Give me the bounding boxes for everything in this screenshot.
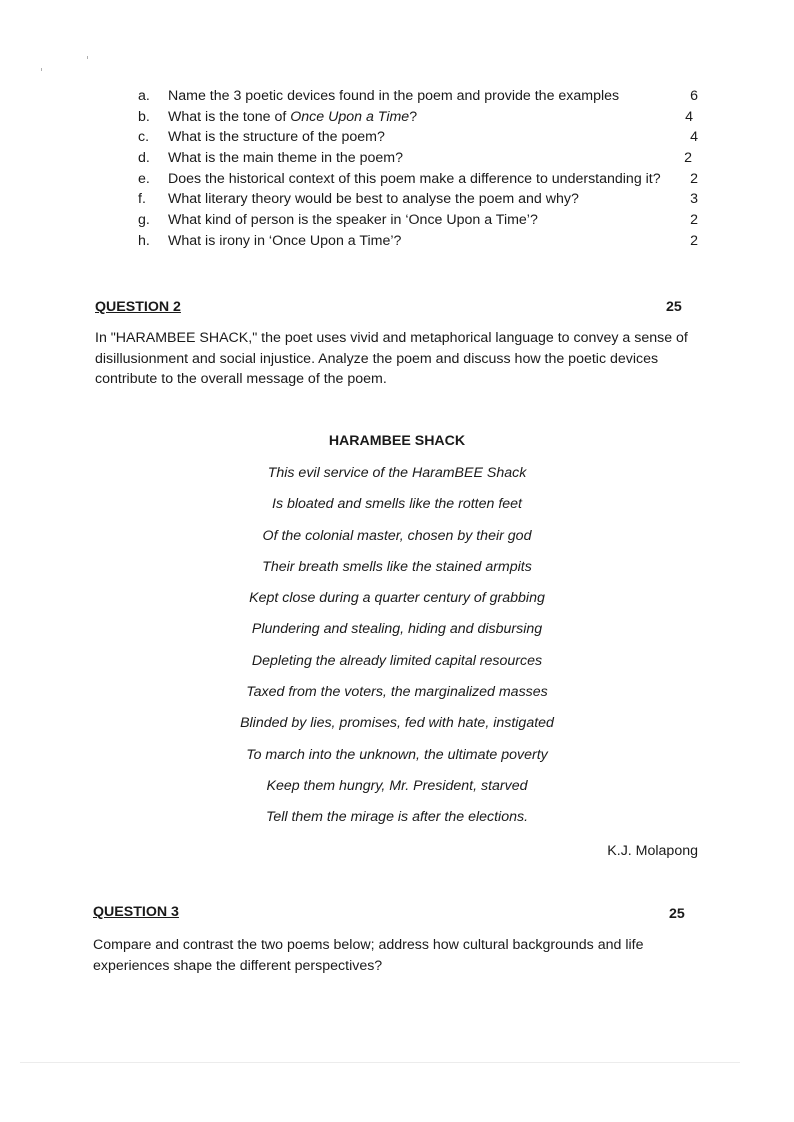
item-letter: f.	[138, 191, 146, 208]
item-text: What is irony in ‘Once Upon a Time’?	[168, 232, 402, 249]
poem-author: K.J. Molapong	[607, 843, 698, 859]
question2-prompt: In "HARAMBEE SHACK," the poet uses vivid and metaphorical language to convey a sense of disillusionment and social injustice. Analyze the poem and discuss how the poetic devices contribute to the overall message of the poem.	[95, 330, 688, 387]
item-marks: 3	[690, 191, 698, 208]
poem-line: This evil service of the HaramBEE Shack	[267, 465, 527, 481]
poem-line: Plundering and stealing, hiding and disbursing	[251, 621, 543, 638]
item-text: Name the 3 poetic devices found in the poem and provide the examples	[168, 88, 620, 104]
poem-line: Kept close during a quarter century of grabbing	[249, 590, 545, 607]
item-letter: d.	[138, 150, 150, 167]
item-letter: c.	[138, 129, 150, 146]
item-text: What literary theory would be best to analyse the poem and why?	[168, 191, 579, 208]
item-marks: 2	[690, 232, 698, 249]
item-text-start: What is the tone of	[168, 108, 291, 125]
scan-speck	[41, 68, 42, 71]
item-text: Does the historical context of this poem make a difference to understanding it?	[168, 170, 661, 187]
poem-line: Blinded by lies, promises, fed with hate, instigated	[240, 715, 554, 732]
poem-title-reference: Once Upon a Time	[290, 108, 410, 125]
poem-line: Taxed from the voters, the marginalized masses	[246, 684, 548, 701]
poem-title: HARAMBEE SHACK	[328, 433, 466, 449]
item-text: What is the main theme in the poem?	[168, 150, 404, 167]
poem-line: Is bloated and smells like the rotten feet	[272, 496, 522, 513]
poem-line: Keep them hungry, Mr. President, starved	[266, 777, 528, 794]
poem-line: Their breath smells like the stained armpits	[262, 558, 532, 575]
list-item	[138, 88, 698, 109]
item-text	[168, 109, 685, 125]
question3-label: QUESTION 3	[93, 904, 179, 920]
item-text: What kind of person is the speaker in ‘Once Upon a Time’?	[168, 212, 538, 229]
item-letter: b.	[138, 108, 150, 125]
item-text-end: ?	[409, 108, 418, 125]
question3-prompt: Compare and contrast the two poems below; address how cultural backgrounds and life experiences shape the different perspectives?	[93, 937, 644, 974]
item-marks: 2	[690, 170, 698, 187]
poem-line: To march into the unknown, the ultimate poverty	[246, 746, 548, 763]
item-marks: 6	[690, 88, 698, 104]
item-marks: 2	[684, 150, 692, 167]
question1-list	[138, 88, 698, 254]
question2-label: QUESTION 2	[95, 299, 181, 315]
item-letter: a.	[138, 88, 150, 104]
page-divider	[20, 1062, 740, 1063]
list-item	[138, 191, 698, 212]
question2-marks: 25	[666, 299, 682, 315]
item-text: What is the structure of the poem?	[168, 129, 385, 146]
question3-marks: 25	[669, 906, 685, 922]
list-item	[138, 109, 698, 130]
question2-heading	[95, 299, 181, 315]
scan-speck	[87, 56, 88, 59]
list-item	[138, 150, 698, 171]
poem-line: Of the colonial master, chosen by their god	[262, 527, 532, 544]
item-marks: 2	[690, 212, 698, 229]
poem-line: Depleting the already limited capital resources	[251, 652, 543, 669]
item-marks: 4	[685, 108, 693, 125]
list-item	[138, 233, 698, 254]
item-letter: g.	[138, 212, 150, 229]
item-marks: 4	[690, 129, 698, 146]
list-item	[138, 171, 698, 192]
question3-heading	[93, 904, 179, 920]
list-item	[138, 212, 698, 233]
poem-body	[0, 461, 794, 837]
item-letter: h.	[138, 232, 150, 249]
item-letter: e.	[138, 170, 150, 187]
poem-line: Tell them the mirage is after the elections.	[265, 809, 529, 826]
list-item	[138, 129, 698, 150]
